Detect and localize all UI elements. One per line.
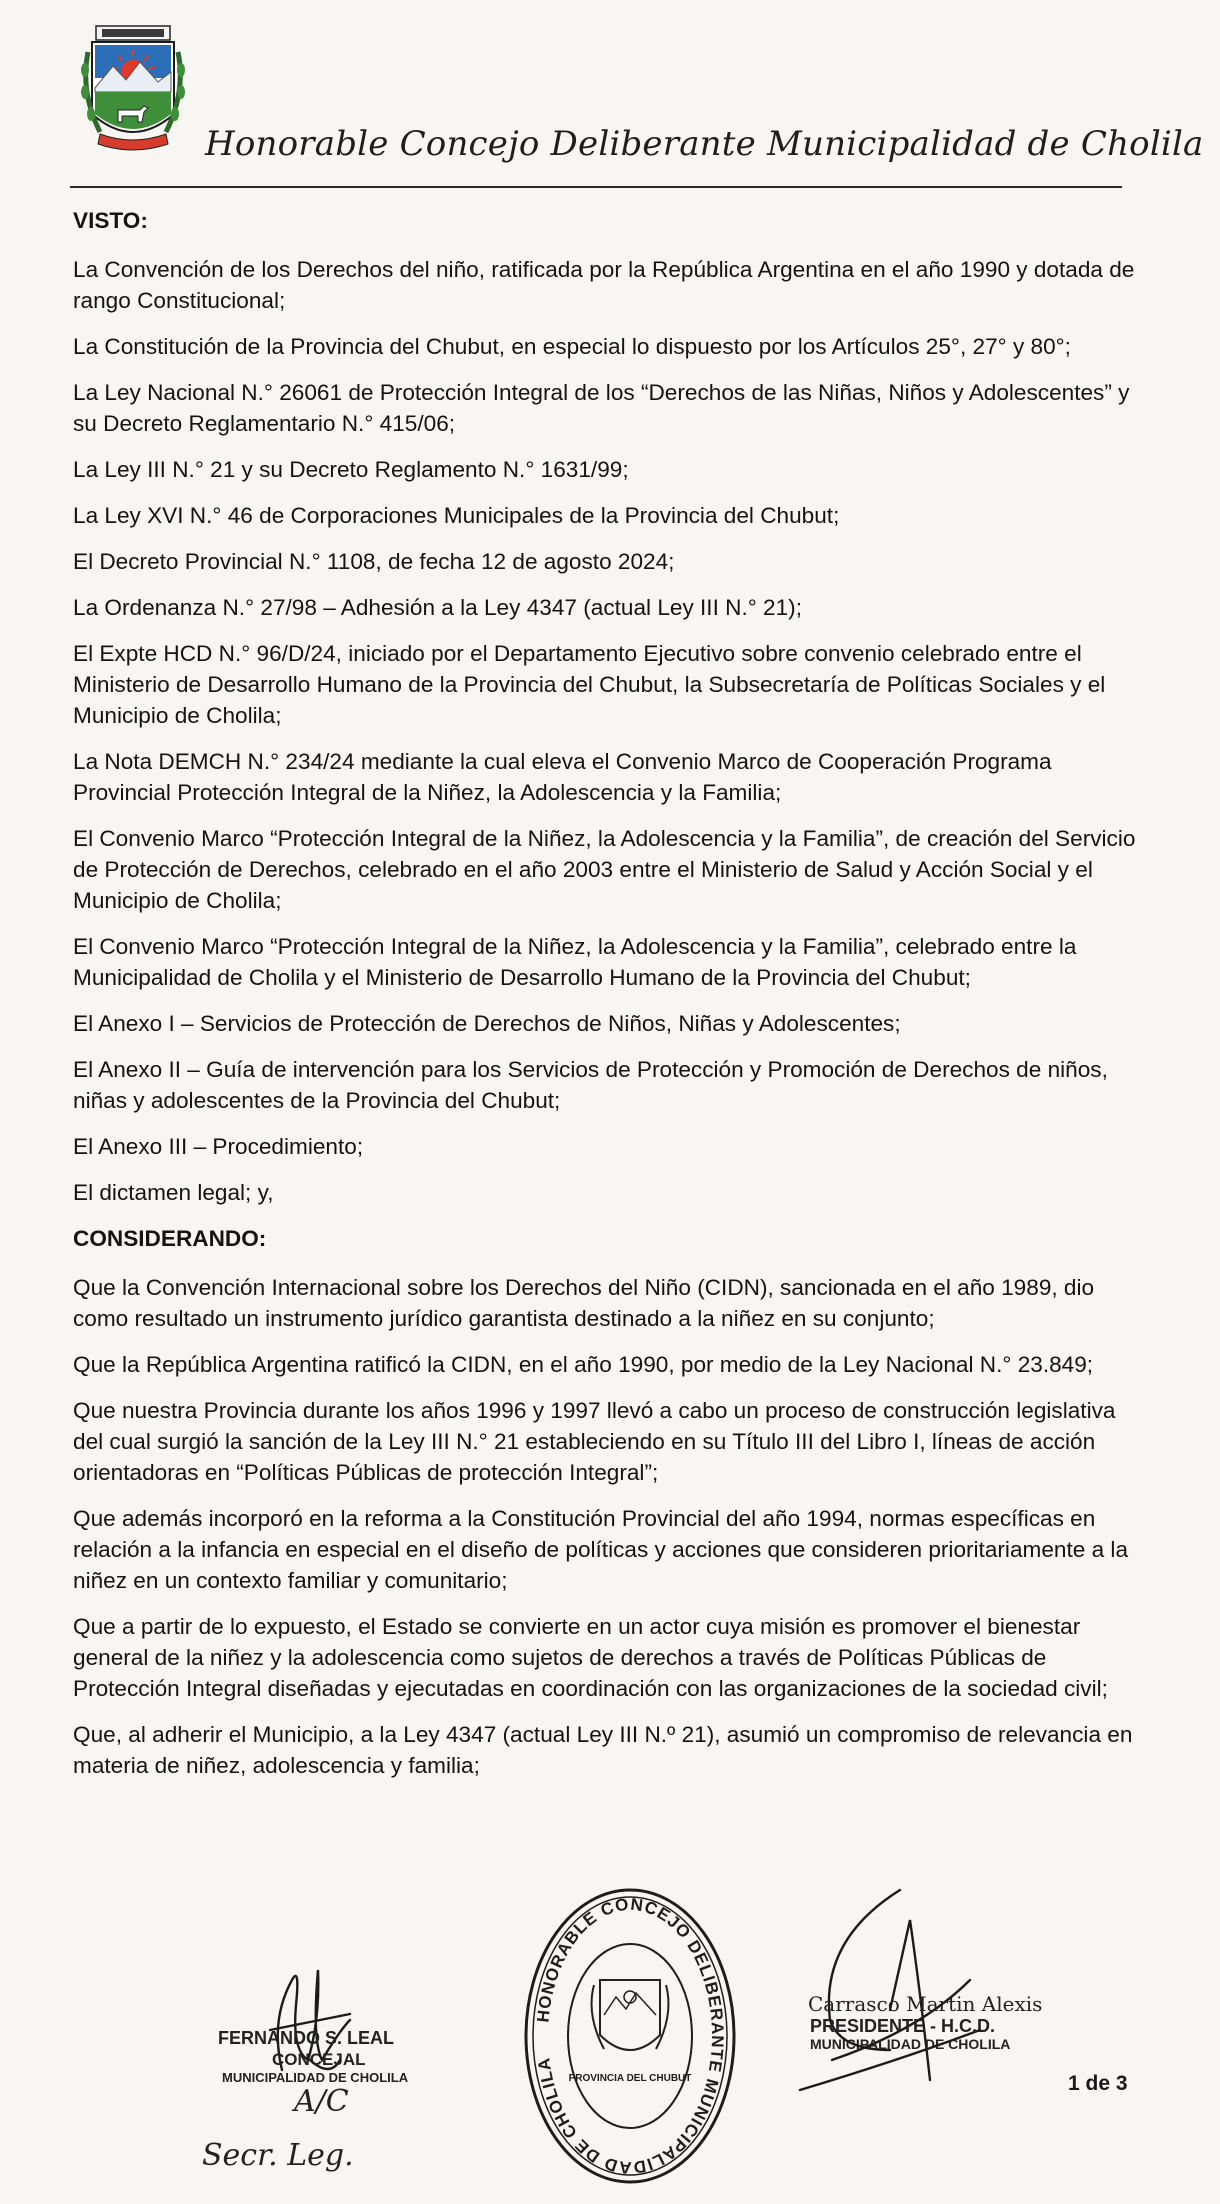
official-seal — [520, 1885, 740, 2187]
visto-item: El Anexo III – Procedimiento; — [73, 1134, 364, 1159]
page-number: 1 de 3 — [1068, 2072, 1128, 2095]
signer-role: CONCEJAL — [272, 2050, 366, 2069]
visto-item: El Decreto Provincial N.° 1108, de fecha 12 de agosto 2024; — [73, 549, 675, 574]
seal-inner-text: PROVINCIA DEL CHUBUT — [568, 2073, 692, 2084]
handwritten-note: Secr. Leg. — [202, 2138, 354, 2173]
visto-item: La Ley Nacional N.° 26061 de Protección Integral de los “Derechos de las Niñas, Niños y Adolescentes” y su Decreto Reglamentario N.° 415/06; — [73, 380, 1130, 436]
considerando-item: Que, al adherir el Municipio, a la Ley 4347 (actual Ley III N.º 21), asumió un compromiso de relevancia en materia de niñez, adolescencia y familia; — [73, 1722, 1133, 1778]
signer-organization: MUNICIPALIDAD DE CHOLILA — [810, 2036, 1011, 2052]
handwritten-note: A/C — [294, 2084, 349, 2119]
coat-of-arms-logo — [78, 22, 188, 157]
visto-item: La Constitución de la Provincia del Chubut, en especial lo dispuesto por los Artículos 25°, 27° y 80°; — [73, 334, 1071, 359]
header-divider — [70, 186, 1122, 188]
visto-item: El Convenio Marco “Protección Integral de la Niñez, la Adolescencia y la Familia”, de creación del Servicio de Protección de Derechos, celebrado en el año 2003 entre el Ministerio de Salud y Acción Social y el Municipio de Cholila; — [73, 826, 1136, 913]
signer-name: FERNANDO S. LEAL — [218, 2028, 395, 2048]
signature-left — [200, 1910, 460, 2200]
considerando-item: Que nuestra Provincia durante los años 1996 y 1997 llevó a cabo un proceso de construcción legislativa del cual surgió la sanción de la Ley III N.° 21 estableciendo en su Título III del Libro I, líneas de acción orientadoras en “Políticas Públicas de protección Integral”; — [73, 1398, 1116, 1485]
considerando-item: Que la Convención Internacional sobre los Derechos del Niño (CIDN), sancionada en el año 1989, dio como resultado un instrumento jurídico garantista destinado a la niñez en su conjunto; — [73, 1275, 1095, 1331]
institution-title: Honorable Concejo Deliberante Municipalidad de Cholila — [205, 124, 1204, 164]
signer-role: PRESIDENTE - H.C.D. — [810, 2016, 996, 2036]
signer-name: Carrasco Martin Alexis — [808, 1992, 1043, 2016]
visto-item: La Convención de los Derechos del niño, ratificada por la República Argentina en el año 1990 y dotada de rango Constitucional; — [73, 257, 1135, 313]
visto-item: El Anexo I – Servicios de Protección de Derechos de Niños, Niñas y Adolescentes; — [73, 1011, 901, 1036]
visto-item: La Ley XVI N.° 46 de Corporaciones Municipales de la Provincia del Chubut; — [73, 503, 840, 528]
visto-item: La Nota DEMCH N.° 234/24 mediante la cual eleva el Convenio Marco de Cooperación Programa Provincial Protección Integral de la Niñez, la Adolescencia y la Familia; — [73, 749, 1052, 805]
considerando-item: Que a partir de lo expuesto, el Estado se convierte en un actor cuya misión es promover el bienestar general de la niñez y la adolescencia como sujetos de derechos a través de Políticas Públicas de Protección Integral diseñadas y ejecutadas en coordinación con las organizaciones de la sociedad civil; — [73, 1614, 1108, 1701]
visto-item: El Expte HCD N.° 96/D/24, iniciado por el Departamento Ejecutivo sobre convenio celebrado entre el Ministerio de Desarrollo Humano de la Provincia del Chubut, la Subsecretaría de Políticas Sociales y el Municipio de Cholila; — [73, 641, 1106, 728]
considerando-heading: CONSIDERANDO: — [73, 1226, 267, 1251]
document-body — [73, 205, 1148, 1796]
visto-item: El Convenio Marco “Protección Integral de la Niñez, la Adolescencia y la Familia”, celebrado entre la Municipalidad de Cholila y el Ministerio de Desarrollo Humano de la Provincia del Chubut; — [73, 934, 1077, 990]
visto-item: El dictamen legal; y, — [73, 1180, 274, 1205]
seal-outer-text: HONORABLE CONCEJO DELIBERANTE MUNICIPALIDAD DE CHOLILA — [533, 1894, 728, 2178]
signature-right — [780, 1880, 1050, 2120]
visto-item: La Ordenanza N.° 27/98 – Adhesión a la Ley 4347 (actual Ley III N.° 21); — [73, 595, 802, 620]
signer-organization: MUNICIPALIDAD DE CHOLILA — [222, 2070, 409, 2085]
visto-heading: VISTO: — [73, 208, 148, 233]
considerando-item: Que además incorporó en la reforma a la Constitución Provincial del año 1994, normas específicas en relación a la infancia en especial en el diseño de políticas y acciones que consideren prioritariamente a la niñez en un contexto familiar y comunitario; — [73, 1506, 1129, 1593]
considerando-item: Que la República Argentina ratificó la CIDN, en el año 1990, por medio de la Ley Nacional N.° 23.849; — [73, 1352, 1094, 1377]
visto-item: La Ley III N.° 21 y su Decreto Reglamento N.° 1631/99; — [73, 457, 629, 482]
visto-item: El Anexo II – Guía de intervención para los Servicios de Protección y Promoción de Derechos de niños, niñas y adolescentes de la Provincia del Chubut; — [73, 1057, 1108, 1113]
